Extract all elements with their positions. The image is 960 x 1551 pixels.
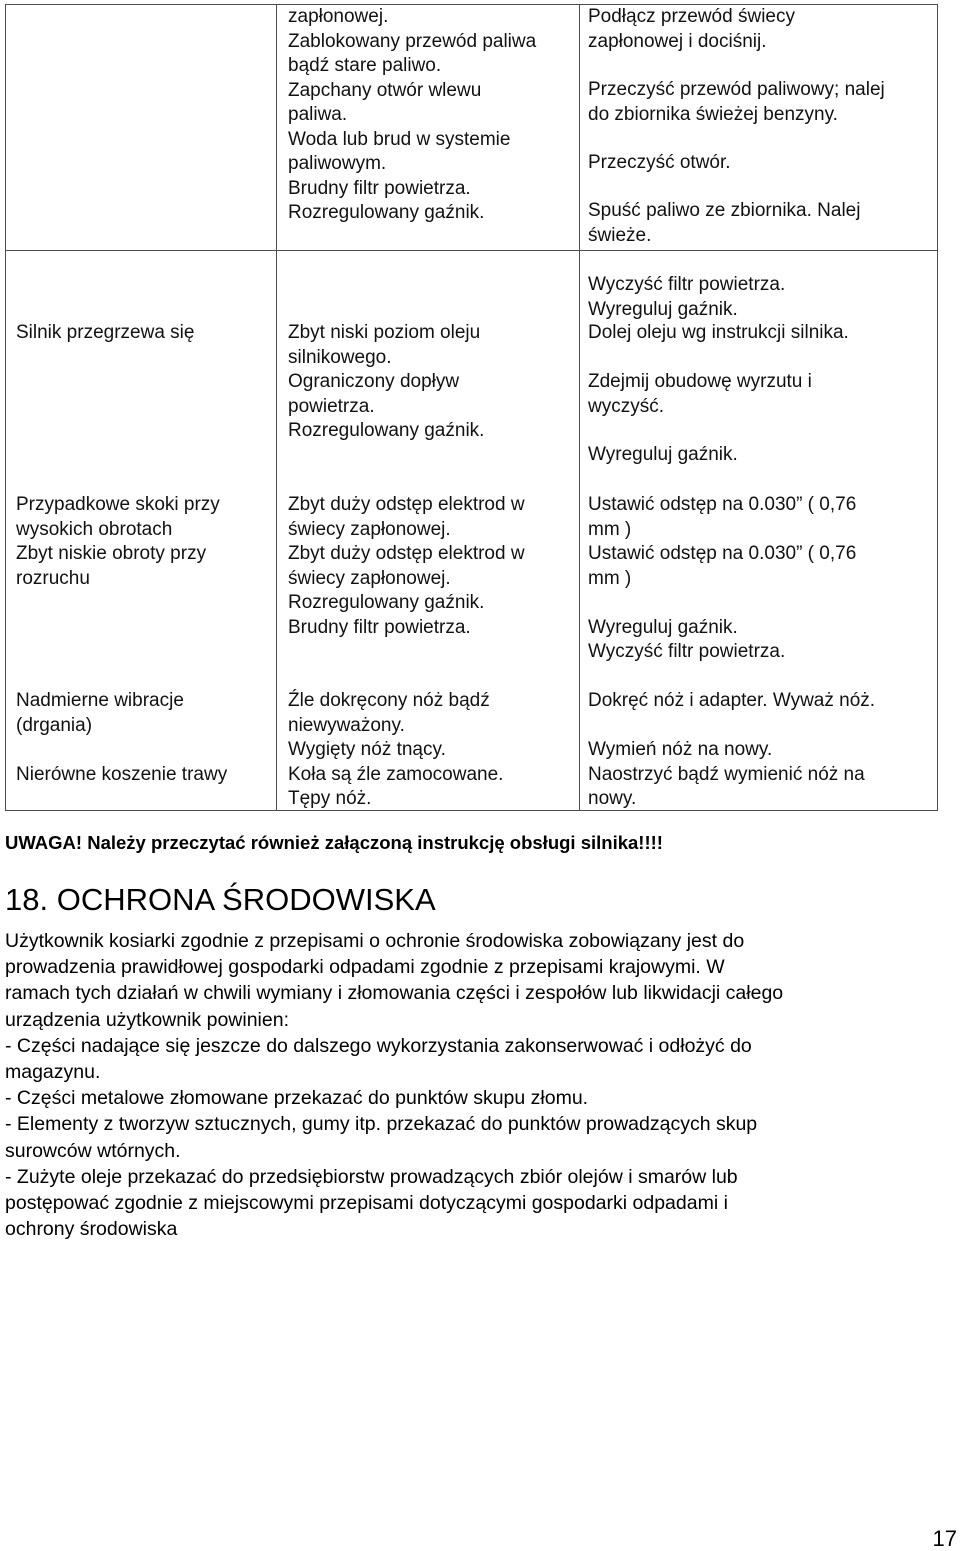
remedy-cell-row1-d: Spuść paliwo ze zbiornika. Nalej świeże. [588,200,861,246]
remedy-cell-row1-e: Wyczyść filtr powietrza. Wyreguluj gaźnik. [588,274,786,320]
page-number: 17 [932,1526,957,1551]
row-divider [6,250,937,251]
remedy-cell-row1-c: Przeczyść otwór. [588,152,731,173]
remedy-cell-row1: Podłącz przewód świecy zapłonowej i dociśnij. [588,6,795,52]
environment-paragraph: Użytkownik kosiarki zgodnie z przepisami o ochronie środowiska zobowiązany jest do prowadzenia prawidłowej gospodarki odpadami zgodnie z przepisami krajowymi. W ramach tych działań w chwili wymiany i złomowania części i zespołów lub likwidacji całego urządzenia użytkownik powinien: - Części nadające się jeszcze do dalszego wykorzystania zakonserwować i odłożyć do magazynu. - Części metalowe złomowane przekazać do punktów skupu złomu. - Elementy z tworzyw sztucznych, gumy itp. przekazać do punktów prowadzących skup surowców wtórnych. - Zużyte oleje przekazać do przedsiębiorstw prowadzących zbiór olejów i smarów lub postępować zgodnie z miejscowymi przepisami dotyczącymi gospodarki odpadami i ochrony środowiska [5,930,784,1241]
troubleshooting-table [5,4,938,811]
section-heading: 18. OCHRONA ŚRODOWISKA [5,882,436,917]
symptom-cell-row4: Nadmierne wibracje (drgania) Nierówne koszenie trawy [16,690,228,785]
cause-cell-row1: zapłonowej. Zablokowany przewód paliwa bądź stare paliwo. Zapchany otwór wlewu paliwa. Woda lub brud w systemie paliwowym. Brudny filtr powietrza. Rozregulowany gaźnik. [288,6,537,223]
remedy-cell-row2: Dolej oleju wg instrukcji silnika. [588,322,849,343]
remedy-cell-row2-b: Zdejmij obudowę wyrzutu i wyczyść. [588,371,812,417]
remedy-cell-row2-c: Wyreguluj gaźnik. [588,444,738,465]
symptom-cell-row2: Silnik przegrzewa się [16,322,195,343]
remedy-cell-row3: Ustawić odstęp na 0.030” ( 0,76 mm ) Ustawić odstęp na 0.030” ( 0,76 mm ) Wyreguluj gaźnik. Wyczyść filtr powietrza. [588,494,857,662]
cause-cell-row2: Zbyt niski poziom oleju silnikowego. Ograniczony dopływ powietrza. Rozregulowany gaźnik. [288,322,485,441]
remedy-cell-row1-b: Przeczyść przewód paliwowy; nalej do zbiornika świeżej benzyny. [588,79,885,125]
symptom-cell-row3: Przypadkowe skoki przy wysokich obrotach Zbyt niskie obroty przy rozruchu [16,494,220,589]
remedy-cell-row4: Dokręć nóż i adapter. Wyważ nóż. Wymień nóż na nowy. Naostrzyć bądź wymienić nóż na nowy. [588,690,876,809]
column-divider [579,5,580,810]
cause-cell-row3: Zbyt duży odstęp elektrod w świecy zapłonowej. Zbyt duży odstęp elektrod w świecy zapłonowej. Rozregulowany gaźnik. Brudny filtr powietrza. [288,494,525,638]
column-divider [276,5,277,810]
cause-cell-row4: Źle dokręcony nóż bądź niewyważony. Wygięty nóż tnący. Koła są źle zamocowane. Tępy nóż. [288,690,504,809]
engine-manual-warning: UWAGA! Należy przeczytać również załączoną instrukcję obsługi silnika!!!! [5,832,663,853]
